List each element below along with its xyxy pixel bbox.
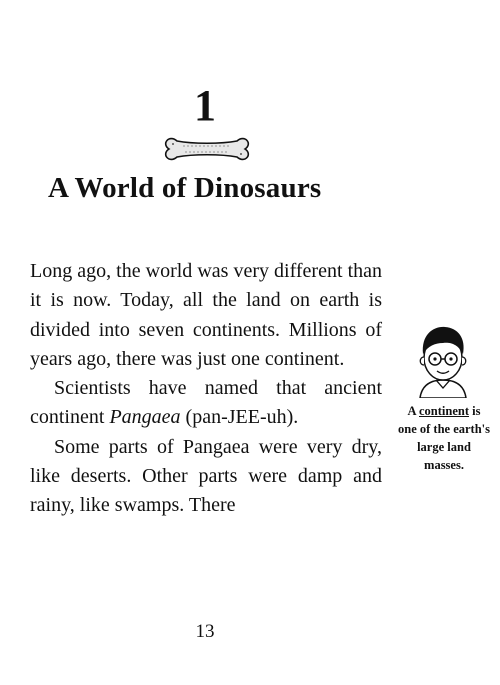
definition-text: is one of the earth's large land masses. [398, 404, 490, 472]
paragraph-2 [30, 374, 382, 433]
chapter-title: A World of Dinosaurs [48, 172, 322, 204]
definition-note [398, 402, 490, 474]
page-number: 13 [195, 621, 215, 642]
bone-icon [163, 132, 251, 166]
body-text [30, 257, 382, 521]
definition-term: continent [419, 404, 469, 418]
paragraph-3: Some parts of Pangaea were very dry, like deserts. Other parts were damp and rainy, like swamps. There [30, 435, 382, 517]
paragraph-1: Long ago, the world was very different than it is now. Today, all the land on earth is divided into seven continents. Millions of years ago, there was just one continent. [30, 260, 382, 370]
chapter-number: 1 [194, 81, 216, 130]
definition-prefix: A [407, 404, 419, 418]
pangaea-term: Pangaea [109, 406, 181, 429]
kid-with-glasses-icon [410, 322, 476, 398]
paragraph-2-start: Scientists have named that ancient continent [30, 377, 382, 429]
paragraph-2-end: (pan-JEE-uh). [180, 406, 299, 429]
